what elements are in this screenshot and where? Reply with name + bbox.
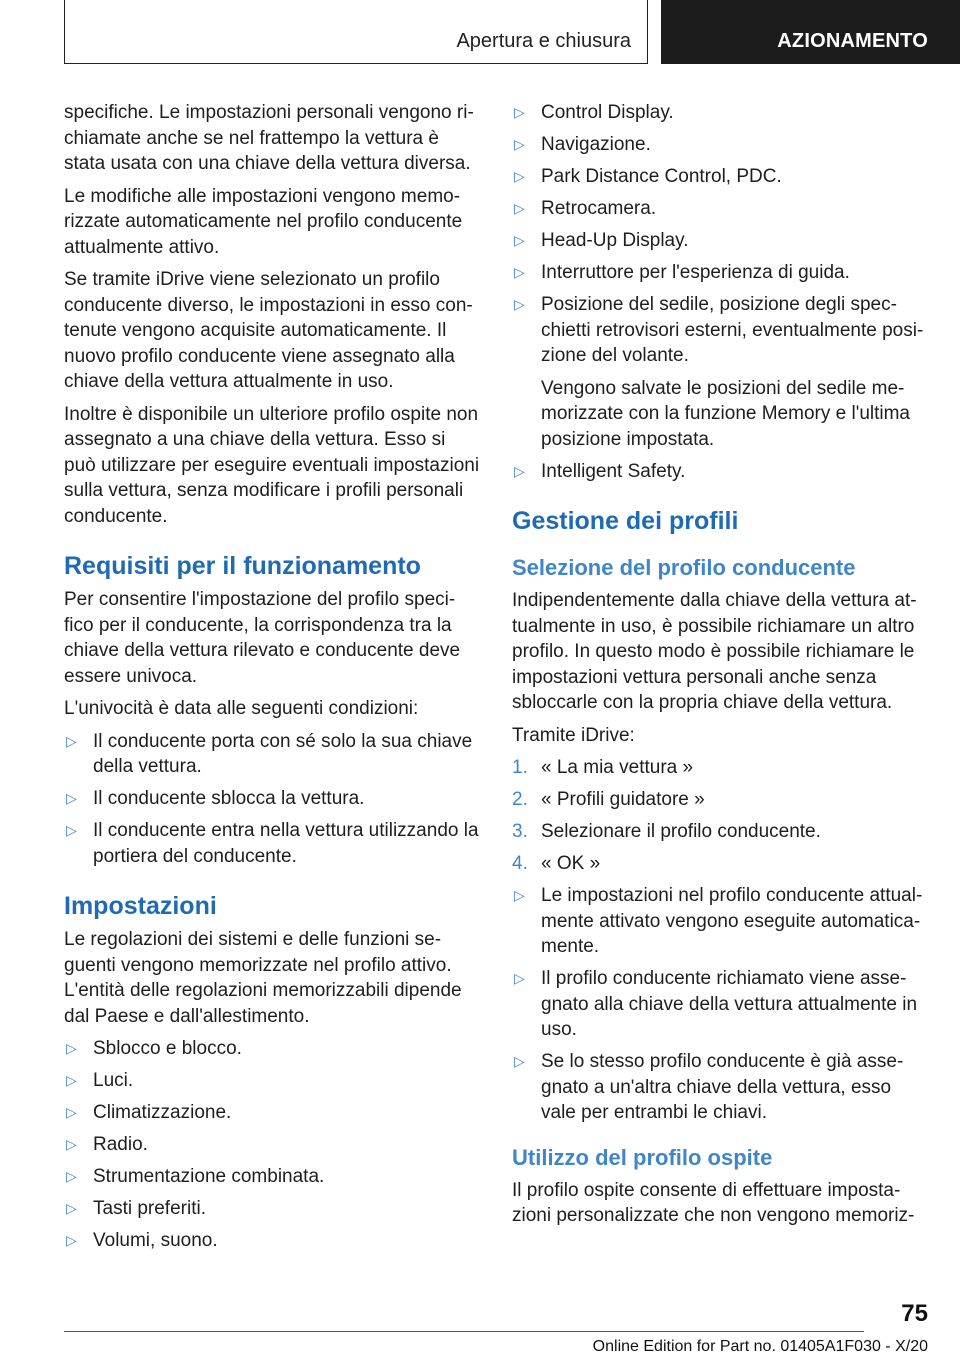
gestione-heading: Gestione dei profili	[512, 507, 739, 535]
step-number: 1.	[512, 757, 528, 778]
bullet-triangle-icon: ▷	[66, 1040, 77, 1056]
list-item-note: Vengono salvate le posizioni del sedile me-morizzate con la funzione Memory e l'ultima posizione impostata.	[541, 377, 910, 450]
list-item: ▷ Luci.	[64, 1068, 480, 1094]
settings-list-continued	[512, 100, 928, 484]
impostazioni-heading: Impostazioni	[64, 892, 217, 920]
impostazioni-paragraph: Le regolazioni dei sistemi e delle funzioni se-guenti vengono memorizzate nel profilo attivo. L'entità delle regolazioni memorizzabili dipende dal Paese e dall'allestimento.	[64, 929, 462, 1027]
header-section-title: Apertura e chiusura	[456, 30, 631, 52]
list-item: ▷ Strumentazione combinata.	[64, 1164, 480, 1190]
right-column	[512, 100, 928, 1236]
footer-edition: Online Edition for Part no. 01405A1F030 - X/20	[592, 1338, 928, 1355]
step-number: 3.	[512, 821, 528, 842]
intro-paragraph-1: specifiche. Le impostazioni personali vengono ri-chiamate anche se nel frattempo la vettura è stata usata con una chiave della vettura diversa.	[64, 102, 474, 174]
intro-paragraph-3: Se tramite iDrive viene selezionato un profilo conducente diverso, le impostazioni in esso con-tenute vengono acquisite automaticamente. Il nuovo profilo conducente viene assegnato alla chiave della vettura attualmente in uso.	[64, 269, 473, 392]
requisiti-heading: Requisiti per il funzionamento	[64, 552, 421, 580]
step-item: 1. « La mia vettura »	[512, 755, 928, 781]
selezione-paragraph-1: Indipendentemente dalla chiave della vettura at-tualmente in uso, è possibile richiamare un altro profilo. In questo modo è possibile richiamare le impostazioni vettura personali anche senza sbloccarle con la propria chiave della vettura.	[512, 590, 917, 713]
bullet-triangle-icon: ▷	[514, 462, 525, 479]
list-item: ▷ Climatizzazione.	[64, 1100, 480, 1126]
bullet-triangle-icon: ▷	[514, 296, 525, 312]
selezione-paragraph-2: Tramite iDrive:	[512, 724, 635, 746]
list-item: ▷ Il conducente porta con sé solo la sua chiave della vettura.	[66, 730, 473, 777]
impostazioni-list	[64, 1036, 480, 1254]
bullet-triangle-icon: ▷	[514, 200, 525, 216]
list-item: ▷ Park Distance Control, PDC.	[512, 164, 928, 190]
intro-paragraph-4: Inoltre è disponibile un ulteriore profilo ospite non assegnato a una chiave della vettura. Esso si può utilizzare per eseguire eventuali impostazioni sulla vettura, senza modificare i profili personali conducente.	[64, 403, 480, 527]
bullet-triangle-icon: ▷	[66, 1136, 77, 1152]
list-item: ▷ Head-Up Display.	[512, 228, 928, 254]
bullet-triangle-icon: ▷	[514, 887, 525, 903]
list-item: ▷ Control Display.	[512, 100, 928, 126]
list-item: ▷ Posizione del sedile, posizione degli spec-chietti retrovisori esterni, eventualmente posi-zione del volante. Vengono salvate le posizioni del sedile me-morizzate con la funzione Memory e l'ultima posizione impostata.	[512, 292, 928, 452]
requisiti-list	[64, 729, 480, 870]
step-item: 3. Selezionare il profilo conducente.	[512, 819, 928, 845]
requisiti-paragraph-1: Per consentire l'impostazione del profilo speci-fico per il conducente, la corrispondenza tra la chiave della vettura rilevato e conducente deve essere univoca.	[64, 589, 461, 687]
header-section-box	[64, 0, 648, 64]
list-item: ▷ Tasti preferiti.	[64, 1196, 480, 1222]
selezione-steps	[512, 755, 928, 877]
list-item: ▷ Il profilo conducente richiamato viene asse-gnato alla chiave della vettura attualmente in uso.	[514, 968, 918, 1040]
step-item: 4. « OK »	[512, 851, 928, 877]
step-number: 4.	[512, 853, 528, 874]
bullet-triangle-icon: ▷	[514, 168, 525, 184]
list-item: ▷ Volumi, suono.	[64, 1228, 480, 1254]
bullet-triangle-icon: ▷	[66, 1200, 77, 1216]
step-item: 2. « Profili guidatore »	[512, 787, 928, 813]
list-item: ▷ Se lo stesso profilo conducente è già asse-gnato a un'altra chiave della vettura, esso vale per entrambi le chiavi.	[514, 1051, 904, 1123]
bullet-triangle-icon: ▷	[514, 970, 525, 986]
bullet-triangle-icon: ▷	[66, 1104, 77, 1120]
list-item: ▷ Intelligent Safety.	[512, 459, 928, 485]
list-item: ▷ Retrocamera.	[512, 196, 928, 222]
list-item: ▷ Il conducente sblocca la vettura.	[64, 786, 480, 812]
bullet-triangle-icon: ▷	[66, 1232, 77, 1248]
page-number: 75	[901, 1300, 928, 1327]
bullet-triangle-icon: ▷	[66, 1072, 77, 1088]
header-chapter-title: AZIONAMENTO	[777, 30, 928, 52]
step-number: 2.	[512, 789, 528, 810]
selezione-heading: Selezione del profilo conducente	[512, 555, 856, 580]
intro-paragraph-2: Le modifiche alle impostazioni vengono memo-rizzate automaticamente nel profilo conducente attualmente attivo.	[64, 185, 463, 258]
bullet-triangle-icon: ▷	[514, 136, 525, 152]
footer-divider	[64, 1331, 864, 1332]
bullet-triangle-icon: ▷	[66, 732, 77, 749]
list-item: ▷ Navigazione.	[512, 132, 928, 158]
bullet-triangle-icon: ▷	[514, 1053, 525, 1069]
bullet-triangle-icon: ▷	[514, 104, 525, 120]
bullet-triangle-icon: ▷	[514, 232, 525, 248]
left-column	[64, 100, 480, 1260]
bullet-triangle-icon: ▷	[66, 790, 77, 806]
list-item: ▷ Interruttore per l'esperienza di guida.	[512, 260, 928, 286]
requisiti-paragraph-2: L'univocità è data alle seguenti condizioni:	[64, 698, 419, 719]
ospite-heading: Utilizzo del profilo ospite	[512, 1144, 773, 1170]
list-item: ▷ Le impostazioni nel profilo conducente attual-mente attivato vengono eseguite automatica-mente.	[514, 885, 923, 957]
bullet-triangle-icon: ▷	[66, 822, 77, 838]
header-chapter-box	[661, 0, 960, 64]
list-item: ▷ Il conducente entra nella vettura utilizzando la portiera del conducente.	[66, 820, 479, 867]
ospite-paragraph: Il profilo ospite consente di effettuare imposta-zioni personalizzate che non vengono memoriz-	[512, 1179, 915, 1226]
bullet-triangle-icon: ▷	[514, 264, 525, 280]
list-item: ▷ Radio.	[64, 1132, 480, 1158]
bullet-triangle-icon: ▷	[66, 1168, 77, 1184]
list-item: ▷ Sblocco e blocco.	[64, 1036, 480, 1062]
selezione-notes	[512, 883, 928, 1126]
